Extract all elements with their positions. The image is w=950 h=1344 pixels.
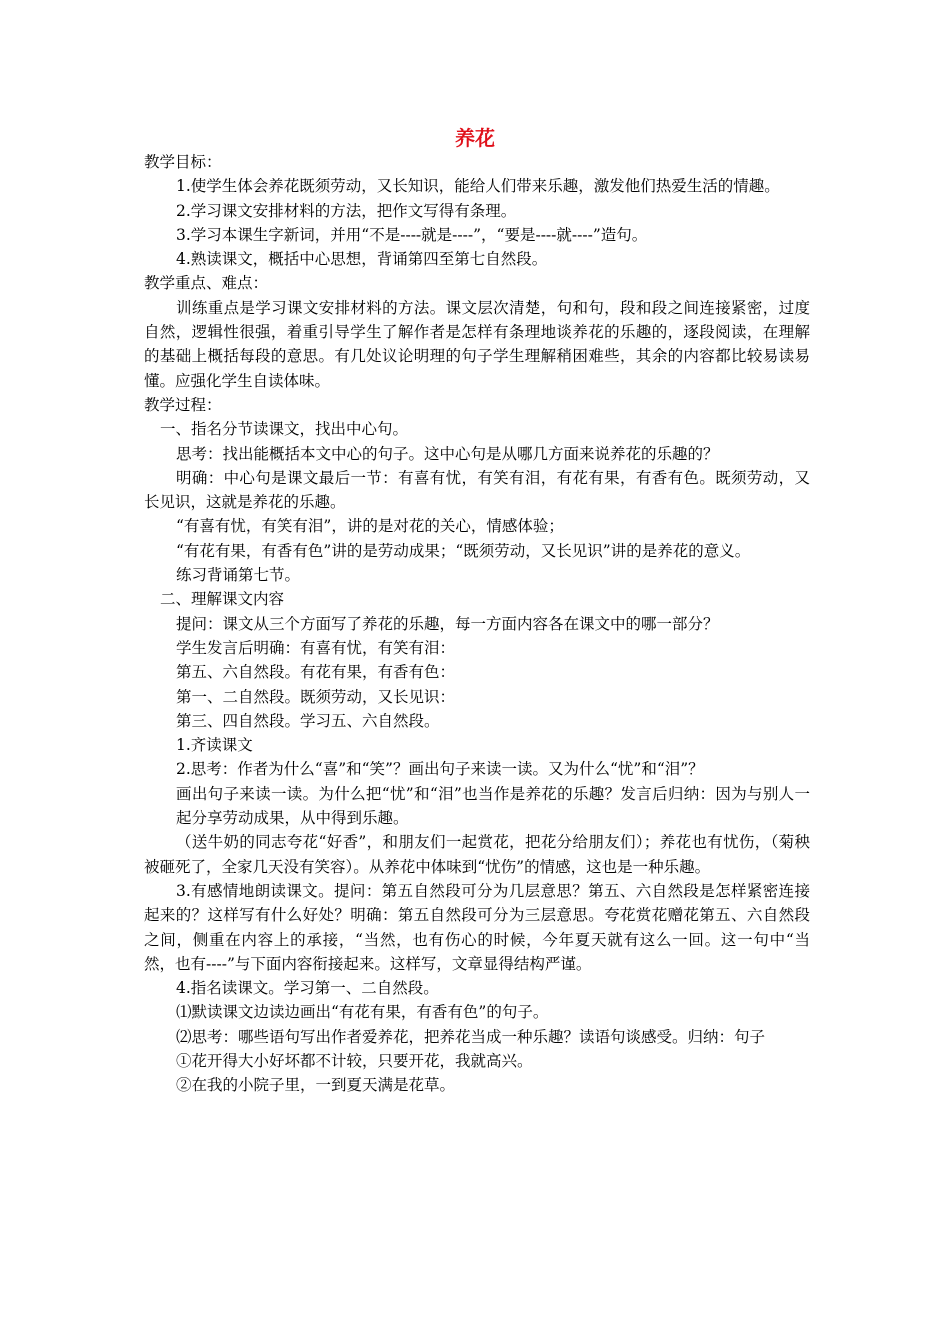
paragraph: 4.指名读课文。学习第一、二自然段。 [176, 979, 439, 998]
document-title: 养花 [455, 126, 495, 150]
paragraph: 2.思考：作者为什么“喜”和“笑”？画出句子来读一读。又为什么“忧”和“泪”？ [176, 760, 704, 779]
paragraph: 思考：找出能概括本文中心的句子。这中心句是从哪几方面来说养花的乐趣的？ [176, 444, 719, 463]
paragraph: ②在我的小院子里，一到夏天满是花草。 [176, 1076, 456, 1095]
paragraph: 一、指名分节读课文，找出中心句。 [160, 420, 409, 439]
paragraph: ⑵思考：哪些语句写出作者爱养花，把养花当成一种乐趣？读语句谈感受。归纳：句子 [176, 1027, 766, 1046]
paragraph: 3.学习本课生字新词，并用“不是----就是----”，“要是----就----”造句。 [176, 225, 648, 244]
paragraph: 明确：中心句是课文最后一节：有喜有忧，有笑有泪，有花有果，有香有色。既须劳动，又长见识，这就是养花的乐趣。 [144, 468, 810, 512]
paragraph: ①花开得大小好坏都不计较，只要开花，我就高兴。 [176, 1051, 533, 1070]
paragraph: 教学目标： [144, 153, 222, 171]
paragraph: 教学重点、难点： [144, 274, 269, 293]
document-body [144, 150, 810, 1098]
paragraph: 1.齐读课文 [176, 736, 253, 755]
paragraph: 1.使学生体会养花既须劳动，又长知识，能给人们带来乐趣，激发他们热爱生活的情趣。 [176, 177, 780, 196]
paragraph: 2.学习课文安排材料的方法，把作文写得有条理。 [176, 201, 517, 220]
paragraph: 提问：课文从三个方面写了养花的乐趣，每一方面内容各在课文中的哪一部分？ [176, 614, 719, 633]
paragraph: 二、理解课文内容 [160, 590, 285, 609]
paragraph: 第五、六自然段。有花有果，有香有色： [176, 663, 456, 682]
paragraph: （送牛奶的同志夸花“好香”，和朋友们一起赏花，把花分给朋友们）；养花也有忧伤，（菊秧被砸死了，全家几天没有笑容）。从养花中体味到“忧伤”的情感，这也是一种乐趣。 [144, 833, 810, 876]
paragraph: 训练重点是学习课文安排材料的方法。课文层次清楚，句和句，段和段之间连接紧密，过度自然，逻辑性很强，着重引导学生了解作者是怎样有条理地谈养花的乐趣的，逐段阅读，在理解的基础上概括每段的意思。有几处议论明理的句子学生理解稍困难些，其余的内容都比较易读易懂。应强化学生自读体味。 [144, 298, 810, 390]
paragraph: 教学过程： [144, 395, 222, 414]
paragraph: “有花有果，有香有色”讲的是劳动成果；“既须劳动，又长见识”讲的是养花的意义。 [176, 541, 751, 560]
paragraph: 3.有感情地朗读课文。提问：第五自然段可分为几层意思？第五、六自然段是怎样紧密连接起来的？这样写有什么好处？明确：第五自然段可分为三层意思。夸花赏花赠花第五、六自然段之间，侧重在内容上的承接，“当然，也有伤心的时候，今年夏天就有这么一回。这一句中“当然，也有----”与下面内容衔接起来。这样写，文章显得结构严谨。 [144, 881, 810, 973]
paragraph: 画出句子来读一读。为什么把“忧”和“泪”也当作是养花的乐趣？发言后归纳：因为与别人一起分享劳动成果，从中得到乐趣。 [176, 784, 810, 828]
paragraph: 第三、四自然段。学习五、六自然段。 [176, 711, 440, 730]
paragraph: 第一、二自然段。既须劳动，又长见识： [176, 687, 456, 706]
paragraph: 4.熟读课文，概括中心思想，背诵第四至第七自然段。 [176, 250, 548, 269]
paragraph: 学生发言后明确：有喜有忧，有笑有泪： [176, 638, 456, 657]
paragraph: “有喜有忧，有笑有泪”，讲的是对花的关心，情感体验； [176, 517, 564, 536]
paragraph: ⑴默读课文边读边画出“有花有果，有香有色”的句子。 [176, 1003, 549, 1022]
paragraph: 练习背诵第七节。 [176, 566, 301, 585]
